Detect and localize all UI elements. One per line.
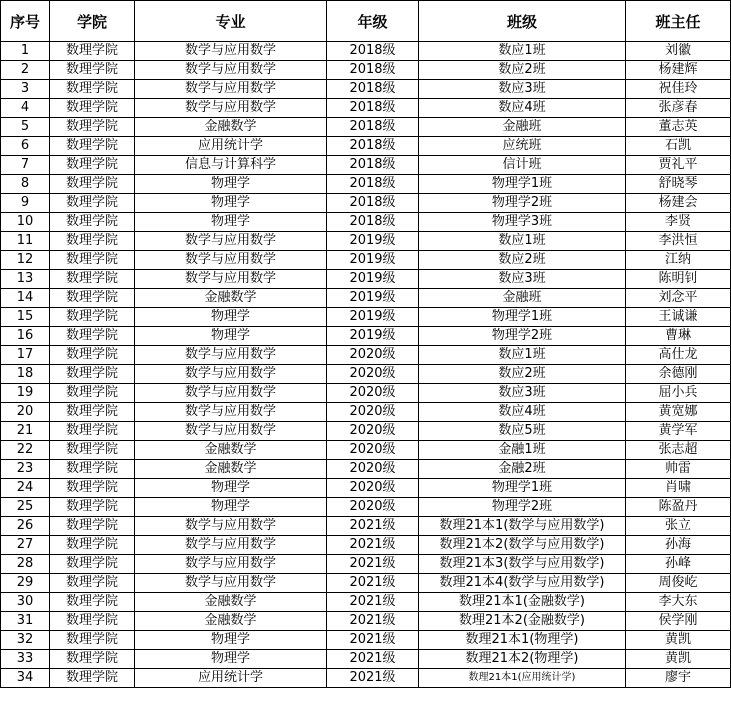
cell-index: 16 [1, 327, 50, 346]
cell-college: 数理学院 [50, 118, 135, 137]
cell-class: 数理21本2(金融数学) [419, 612, 626, 631]
cell-college: 数理学院 [50, 517, 135, 536]
cell-major: 物理学 [135, 308, 327, 327]
cell-grade: 2021级 [327, 669, 419, 688]
cell-major: 金融数学 [135, 118, 327, 137]
cell-class: 数应1班 [419, 346, 626, 365]
cell-major: 物理学 [135, 498, 327, 517]
cell-major: 数学与应用数学 [135, 555, 327, 574]
table-row [1, 498, 731, 517]
cell-head-teacher: 张立 [626, 517, 731, 536]
cell-major: 金融数学 [135, 460, 327, 479]
cell-class: 金融2班 [419, 460, 626, 479]
table-row [1, 650, 731, 669]
cell-index: 2 [1, 61, 50, 80]
cell-class: 数应4班 [419, 403, 626, 422]
cell-college: 数理学院 [50, 650, 135, 669]
cell-major: 数学与应用数学 [135, 251, 327, 270]
cell-class: 数应1班 [419, 42, 626, 61]
cell-grade: 2021级 [327, 517, 419, 536]
cell-grade: 2021级 [327, 650, 419, 669]
cell-major: 物理学 [135, 650, 327, 669]
cell-index: 7 [1, 156, 50, 175]
cell-head-teacher: 黄凯 [626, 631, 731, 650]
cell-grade: 2019级 [327, 232, 419, 251]
cell-class: 数理21本1(应用统计学) [419, 669, 626, 688]
table-row [1, 460, 731, 479]
cell-index: 1 [1, 42, 50, 61]
cell-head-teacher: 李洪恒 [626, 232, 731, 251]
cell-index: 6 [1, 137, 50, 156]
cell-class: 数理21本1(数学与应用数学) [419, 517, 626, 536]
table-row [1, 251, 731, 270]
cell-head-teacher: 余德刚 [626, 365, 731, 384]
cell-college: 数理学院 [50, 384, 135, 403]
cell-major: 数学与应用数学 [135, 346, 327, 365]
cell-class: 数理21本1(金融数学) [419, 593, 626, 612]
cell-grade: 2020级 [327, 384, 419, 403]
cell-head-teacher: 李贤 [626, 213, 731, 232]
cell-index: 10 [1, 213, 50, 232]
cell-head-teacher: 李大东 [626, 593, 731, 612]
table-row [1, 346, 731, 365]
cell-index: 25 [1, 498, 50, 517]
cell-grade: 2018级 [327, 137, 419, 156]
header-grade: 年级 [327, 1, 419, 42]
table-row [1, 213, 731, 232]
cell-college: 数理学院 [50, 574, 135, 593]
cell-grade: 2018级 [327, 42, 419, 61]
table-row [1, 365, 731, 384]
cell-grade: 2020级 [327, 403, 419, 422]
cell-major: 物理学 [135, 631, 327, 650]
cell-grade: 2019级 [327, 289, 419, 308]
cell-college: 数理学院 [50, 80, 135, 99]
cell-index: 8 [1, 175, 50, 194]
cell-index: 22 [1, 441, 50, 460]
cell-college: 数理学院 [50, 536, 135, 555]
cell-class: 数理21本2(数学与应用数学) [419, 536, 626, 555]
cell-head-teacher: 肖啸 [626, 479, 731, 498]
cell-grade: 2020级 [327, 460, 419, 479]
table-row [1, 194, 731, 213]
cell-grade: 2020级 [327, 479, 419, 498]
table-row [1, 175, 731, 194]
cell-class: 数应5班 [419, 422, 626, 441]
cell-grade: 2018级 [327, 175, 419, 194]
cell-index: 21 [1, 422, 50, 441]
cell-index: 20 [1, 403, 50, 422]
cell-college: 数理学院 [50, 479, 135, 498]
cell-grade: 2019级 [327, 308, 419, 327]
cell-head-teacher: 舒晓琴 [626, 175, 731, 194]
cell-class: 物理学2班 [419, 327, 626, 346]
cell-head-teacher: 张志超 [626, 441, 731, 460]
cell-head-teacher: 陈明钊 [626, 270, 731, 289]
cell-major: 金融数学 [135, 593, 327, 612]
cell-class: 数应2班 [419, 251, 626, 270]
cell-major: 数学与应用数学 [135, 232, 327, 251]
header-index: 序号 [1, 1, 50, 42]
cell-class: 数理21本3(数学与应用数学) [419, 555, 626, 574]
cell-index: 26 [1, 517, 50, 536]
table-row [1, 593, 731, 612]
cell-index: 12 [1, 251, 50, 270]
cell-class: 物理学1班 [419, 479, 626, 498]
cell-class: 数应3班 [419, 80, 626, 99]
table-row [1, 517, 731, 536]
header-row [1, 1, 731, 42]
cell-class: 信计班 [419, 156, 626, 175]
cell-index: 5 [1, 118, 50, 137]
cell-head-teacher: 帅雷 [626, 460, 731, 479]
cell-major: 数学与应用数学 [135, 517, 327, 536]
cell-grade: 2018级 [327, 99, 419, 118]
cell-index: 19 [1, 384, 50, 403]
cell-grade: 2018级 [327, 213, 419, 232]
cell-class: 金融班 [419, 289, 626, 308]
table-row [1, 631, 731, 650]
cell-college: 数理学院 [50, 631, 135, 650]
cell-grade: 2021级 [327, 593, 419, 612]
cell-college: 数理学院 [50, 232, 135, 251]
cell-grade: 2019级 [327, 251, 419, 270]
cell-grade: 2020级 [327, 441, 419, 460]
cell-index: 31 [1, 612, 50, 631]
cell-grade: 2021级 [327, 574, 419, 593]
cell-index: 14 [1, 289, 50, 308]
cell-college: 数理学院 [50, 365, 135, 384]
cell-major: 数学与应用数学 [135, 384, 327, 403]
table-row [1, 574, 731, 593]
cell-grade: 2018级 [327, 118, 419, 137]
cell-class: 数应3班 [419, 384, 626, 403]
cell-head-teacher: 周俊屹 [626, 574, 731, 593]
cell-class: 物理学1班 [419, 175, 626, 194]
header-class: 班级 [419, 1, 626, 42]
cell-index: 18 [1, 365, 50, 384]
cell-index: 15 [1, 308, 50, 327]
cell-class: 数理21本1(物理学) [419, 631, 626, 650]
cell-index: 9 [1, 194, 50, 213]
cell-index: 13 [1, 270, 50, 289]
cell-head-teacher: 孙峰 [626, 555, 731, 574]
cell-head-teacher: 孙海 [626, 536, 731, 555]
cell-major: 数学与应用数学 [135, 61, 327, 80]
cell-class: 物理学2班 [419, 498, 626, 517]
cell-major: 物理学 [135, 194, 327, 213]
cell-college: 数理学院 [50, 403, 135, 422]
cell-index: 28 [1, 555, 50, 574]
cell-class: 物理学2班 [419, 194, 626, 213]
cell-head-teacher: 高仕龙 [626, 346, 731, 365]
cell-college: 数理学院 [50, 422, 135, 441]
cell-index: 29 [1, 574, 50, 593]
header-college: 学院 [50, 1, 135, 42]
cell-college: 数理学院 [50, 460, 135, 479]
table-row [1, 384, 731, 403]
cell-index: 32 [1, 631, 50, 650]
cell-college: 数理学院 [50, 42, 135, 61]
cell-head-teacher: 廖宇 [626, 669, 731, 688]
cell-grade: 2021级 [327, 631, 419, 650]
cell-head-teacher: 石凯 [626, 137, 731, 156]
cell-head-teacher: 张彦春 [626, 99, 731, 118]
cell-head-teacher: 陈盈丹 [626, 498, 731, 517]
cell-major: 金融数学 [135, 612, 327, 631]
cell-grade: 2020级 [327, 365, 419, 384]
cell-grade: 2019级 [327, 327, 419, 346]
cell-major: 数学与应用数学 [135, 99, 327, 118]
cell-college: 数理学院 [50, 175, 135, 194]
cell-head-teacher: 董志英 [626, 118, 731, 137]
cell-college: 数理学院 [50, 270, 135, 289]
table-row [1, 61, 731, 80]
cell-head-teacher: 黄学军 [626, 422, 731, 441]
cell-head-teacher: 王诚谦 [626, 308, 731, 327]
cell-index: 23 [1, 460, 50, 479]
cell-grade: 2020级 [327, 498, 419, 517]
cell-head-teacher: 杨建会 [626, 194, 731, 213]
cell-college: 数理学院 [50, 251, 135, 270]
cell-major: 数学与应用数学 [135, 365, 327, 384]
cell-major: 数学与应用数学 [135, 536, 327, 555]
cell-index: 4 [1, 99, 50, 118]
cell-index: 3 [1, 80, 50, 99]
cell-head-teacher: 江纳 [626, 251, 731, 270]
cell-college: 数理学院 [50, 137, 135, 156]
cell-class: 数应3班 [419, 270, 626, 289]
table-row [1, 232, 731, 251]
cell-head-teacher: 祝佳玲 [626, 80, 731, 99]
table-row [1, 270, 731, 289]
cell-major: 应用统计学 [135, 137, 327, 156]
cell-head-teacher: 刘徽 [626, 42, 731, 61]
cell-index: 27 [1, 536, 50, 555]
table-row [1, 99, 731, 118]
table-row [1, 422, 731, 441]
cell-major: 数学与应用数学 [135, 422, 327, 441]
cell-college: 数理学院 [50, 612, 135, 631]
cell-index: 24 [1, 479, 50, 498]
cell-college: 数理学院 [50, 498, 135, 517]
cell-major: 物理学 [135, 213, 327, 232]
table-row [1, 327, 731, 346]
cell-grade: 2020级 [327, 346, 419, 365]
table-row [1, 289, 731, 308]
table-row [1, 669, 731, 688]
cell-class: 应统班 [419, 137, 626, 156]
cell-major: 数学与应用数学 [135, 42, 327, 61]
cell-college: 数理学院 [50, 669, 135, 688]
cell-class: 金融1班 [419, 441, 626, 460]
table-row [1, 42, 731, 61]
cell-head-teacher: 贾礼平 [626, 156, 731, 175]
cell-head-teacher: 屈小兵 [626, 384, 731, 403]
cell-class: 数理21本4(数学与应用数学) [419, 574, 626, 593]
cell-grade: 2021级 [327, 612, 419, 631]
table-row [1, 137, 731, 156]
cell-major: 物理学 [135, 327, 327, 346]
cell-class: 数应2班 [419, 365, 626, 384]
cell-major: 物理学 [135, 175, 327, 194]
cell-major: 信息与计算科学 [135, 156, 327, 175]
cell-grade: 2021级 [327, 555, 419, 574]
cell-college: 数理学院 [50, 156, 135, 175]
table-row [1, 80, 731, 99]
table-row [1, 308, 731, 327]
cell-major: 数学与应用数学 [135, 270, 327, 289]
cell-major: 金融数学 [135, 289, 327, 308]
cell-class: 数应2班 [419, 61, 626, 80]
cell-head-teacher: 曹琳 [626, 327, 731, 346]
table-row [1, 403, 731, 422]
cell-index: 30 [1, 593, 50, 612]
cell-class: 物理学1班 [419, 308, 626, 327]
table-row [1, 479, 731, 498]
cell-college: 数理学院 [50, 99, 135, 118]
cell-head-teacher: 黄宽娜 [626, 403, 731, 422]
cell-college: 数理学院 [50, 61, 135, 80]
table-row [1, 441, 731, 460]
cell-college: 数理学院 [50, 308, 135, 327]
table-row [1, 612, 731, 631]
cell-grade: 2018级 [327, 80, 419, 99]
cell-class: 数理21本2(物理学) [419, 650, 626, 669]
cell-major: 应用统计学 [135, 669, 327, 688]
cell-class: 金融班 [419, 118, 626, 137]
cell-major: 数学与应用数学 [135, 574, 327, 593]
cell-head-teacher: 黄凯 [626, 650, 731, 669]
cell-college: 数理学院 [50, 555, 135, 574]
cell-major: 数学与应用数学 [135, 403, 327, 422]
cell-college: 数理学院 [50, 289, 135, 308]
cell-head-teacher: 杨建辉 [626, 61, 731, 80]
cell-college: 数理学院 [50, 593, 135, 612]
cell-grade: 2018级 [327, 61, 419, 80]
cell-grade: 2020级 [327, 422, 419, 441]
cell-major: 金融数学 [135, 441, 327, 460]
cell-college: 数理学院 [50, 213, 135, 232]
cell-grade: 2019级 [327, 270, 419, 289]
cell-college: 数理学院 [50, 441, 135, 460]
header-major: 专业 [135, 1, 327, 42]
table-row [1, 118, 731, 137]
cell-index: 33 [1, 650, 50, 669]
cell-class: 物理学3班 [419, 213, 626, 232]
cell-grade: 2021级 [327, 536, 419, 555]
cell-grade: 2018级 [327, 156, 419, 175]
cell-college: 数理学院 [50, 194, 135, 213]
cell-index: 34 [1, 669, 50, 688]
cell-class: 数应1班 [419, 232, 626, 251]
cell-index: 11 [1, 232, 50, 251]
cell-index: 17 [1, 346, 50, 365]
table-row [1, 536, 731, 555]
cell-class: 数应4班 [419, 99, 626, 118]
table-row [1, 156, 731, 175]
header-head-teacher: 班主任 [626, 1, 731, 42]
cell-major: 物理学 [135, 479, 327, 498]
table-body [1, 42, 731, 688]
table-row [1, 555, 731, 574]
cell-college: 数理学院 [50, 346, 135, 365]
cell-college: 数理学院 [50, 327, 135, 346]
cell-head-teacher: 侯学刚 [626, 612, 731, 631]
cell-grade: 2018级 [327, 194, 419, 213]
cell-major: 数学与应用数学 [135, 80, 327, 99]
cell-head-teacher: 刘念平 [626, 289, 731, 308]
